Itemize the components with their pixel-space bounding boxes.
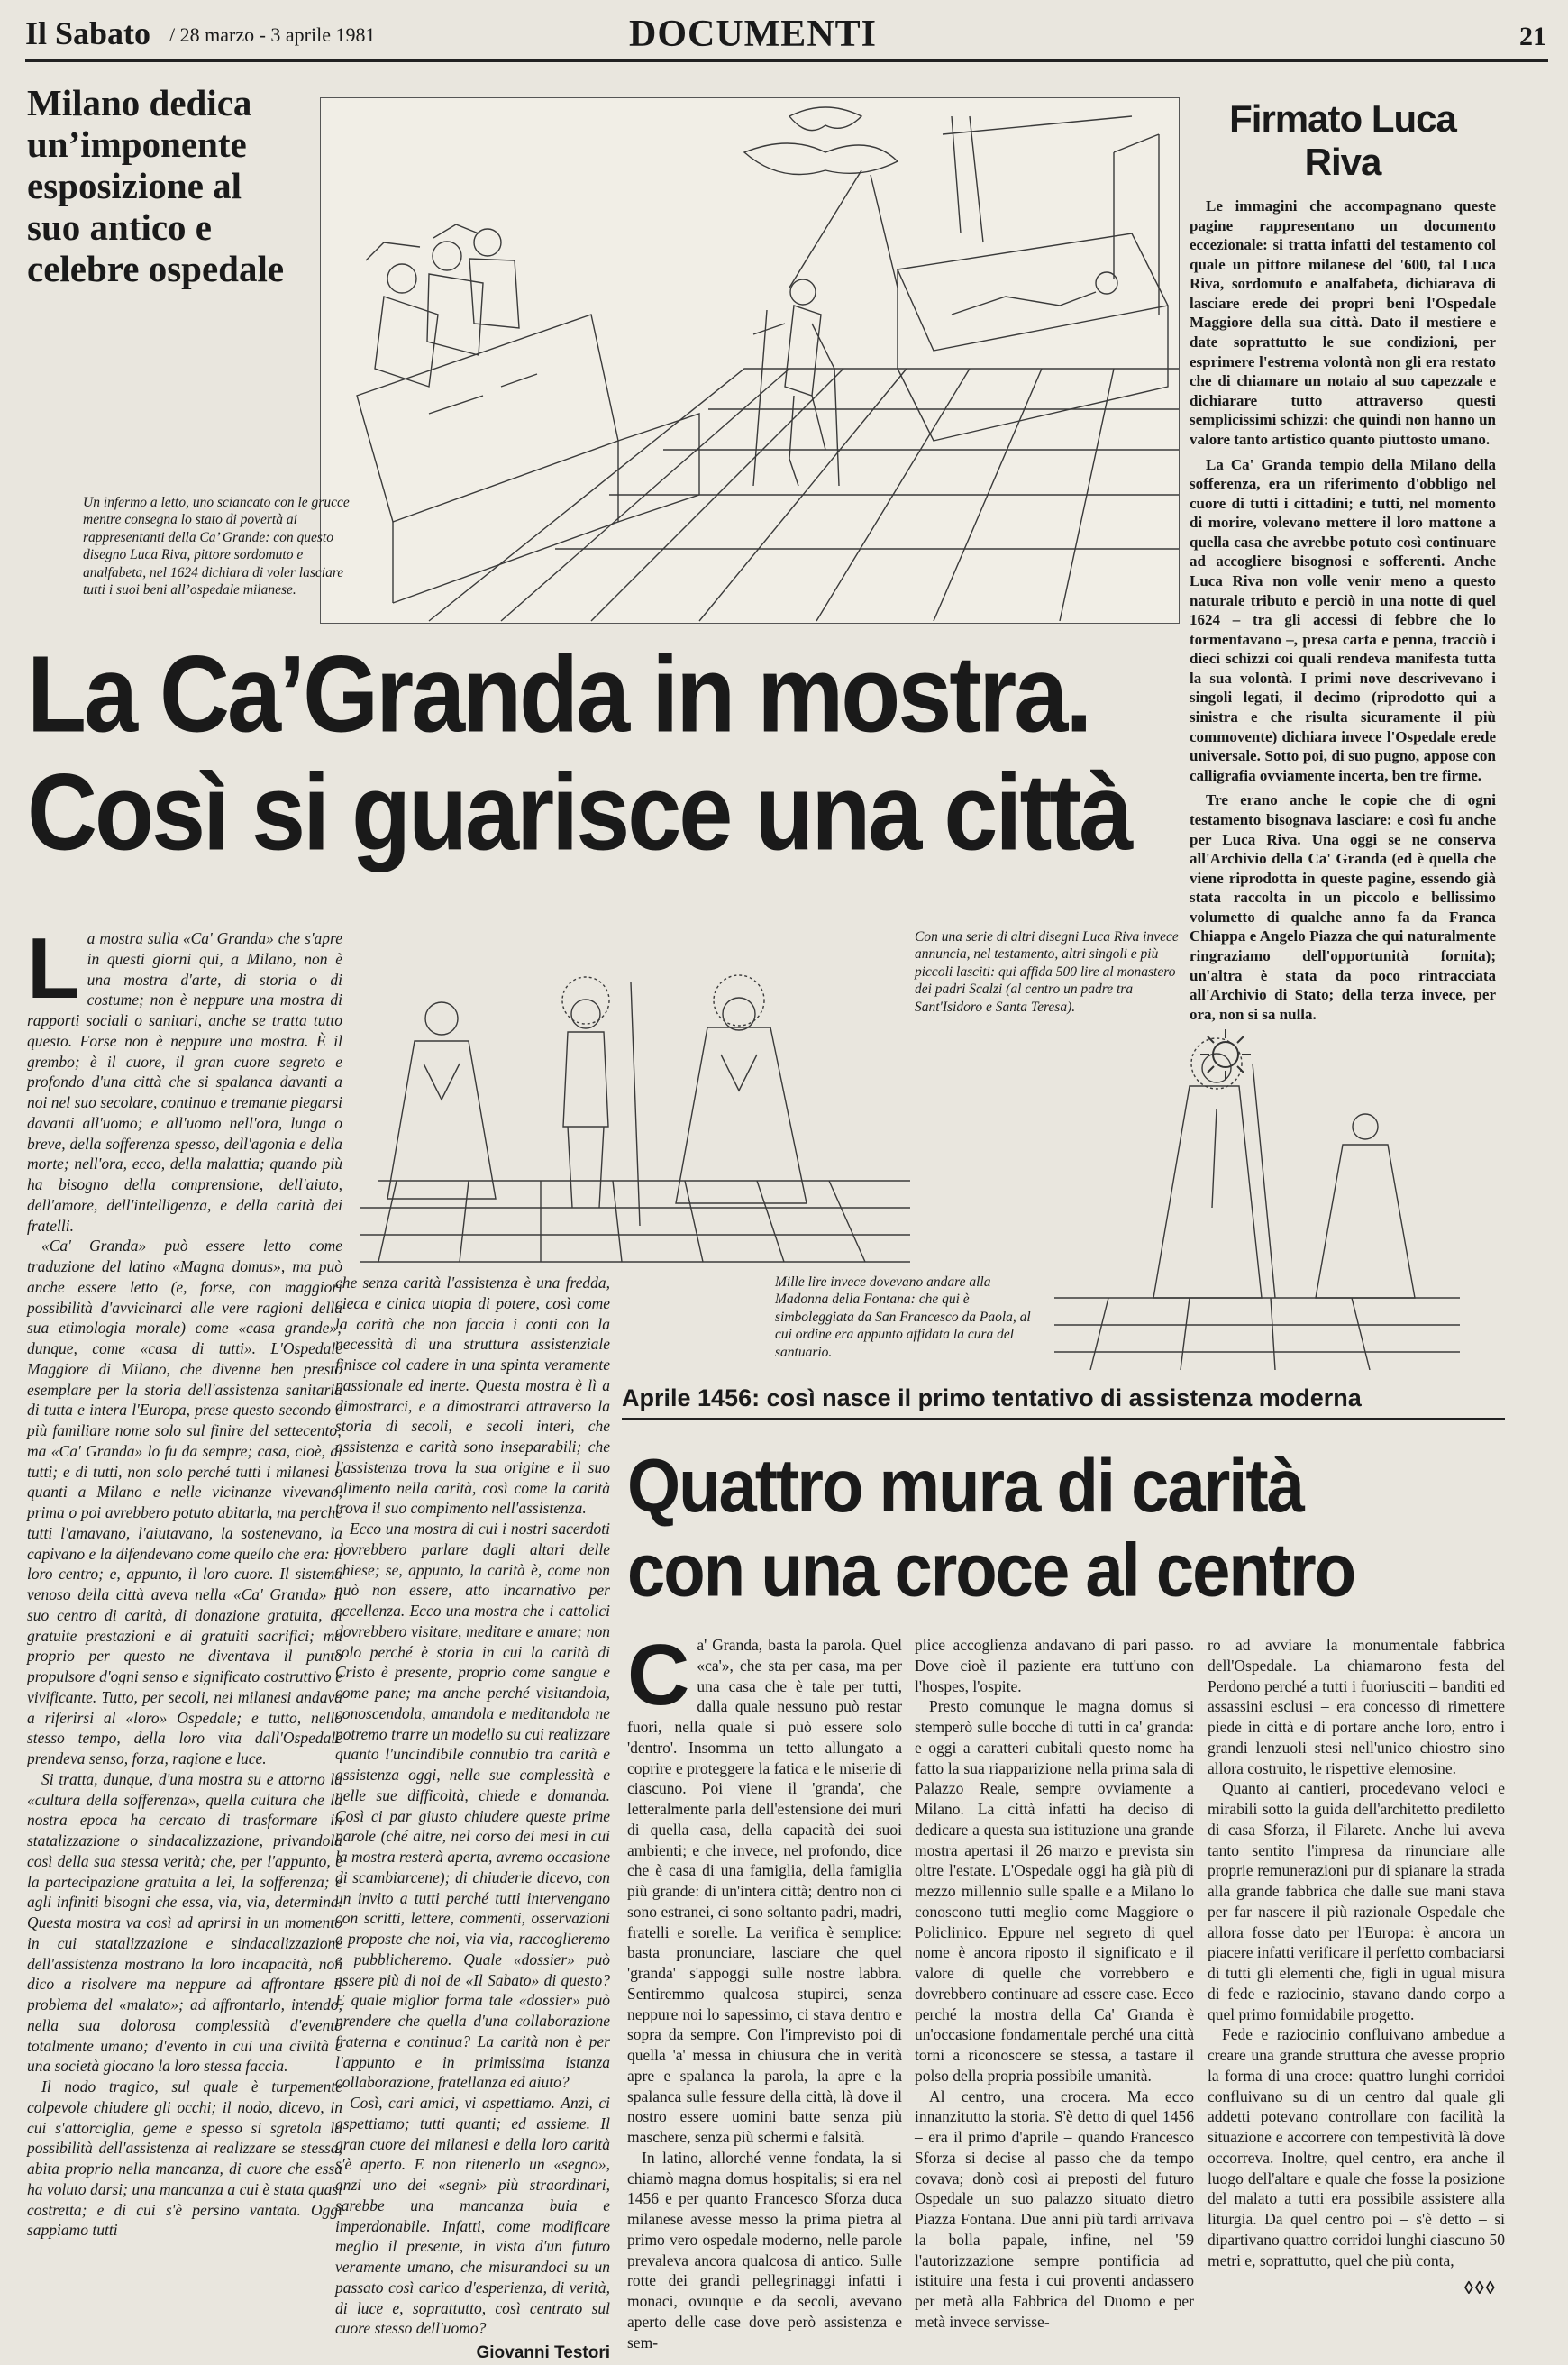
article2-paragraph: ro ad avviare la monumentale fabbrica dell'Ospedale. La chiamarono festa del Perdono perché a tutti i fuoriusciti – banditi ed assassini esclusi – era concesso di rimettere piede in città e di portare anche loro, entro i grandi lenzuoli stesi nell'unico chiostro sino allora costruito, le rispettive elemosine. [1208,1636,1505,1777]
article1-paragraph: Ecco una mostra di cui i nostri sacerdoti dovrebbero parlare dagli altari delle chiese; se, appunto, la carità è, come non può non essere, atto incarnativo per eccellenza. Ecco una mostra che i cattolici dovrebbero visitare, meditare e amare; non solo perché è storia in cui la carità di Cristo è presente, proprio come sangue e come pane; ma anche perché visitandola, conoscendola, amandola e meditandola ne potremo trarre un modello su cui realizzare quanto l'uncindibile connubio tra carità e assistenza oggi, nelle sue complessità e nelle sue difficoltà, chiede e domanda. Così ci par giusto chiudere queste prime parole (ché altre, nel corso dei mesi in cui la mostra resterà aperta, avremo occasione di scambiarcene); di chiuderle dicevo, con un invito a tutti perché tutti intervengano con scritti, lettere, commenti, osservazioni e proposte che noi, via via, raccoglieremo e pubblicheremo. Quale «dossier» può essere più di noi de «Il Sabato» di questo? E quale miglior forma tale «dossier» può prendere che quella d'una collaborazione fraterna e continua? La carità non è per l'appunto e in primissima istanza collaborazione, fratellanza ed aiuto? [335,1520,610,2092]
section-title: DOCUMENTI [629,14,878,55]
article1-col2 [335,1273,610,2365]
article2-paragraph: a' Granda, basta la parola. Quel «ca'», che sta per casa, ma per una casa che è tale per tutti, dalla quale nessuno può restar fuori, nella quale si può essere solo 'dentro'. Insomma un tetto allungato a coprire e proteggere la fatica e le miserie di ciascuno. Poi viene il 'granda', che letteralmente parla dell'estensione dei muri di quella casa, della capacità dei suoi ambienti; e che invece, nel profondo, dice che è casa di una famiglia, della famiglia più grande: di un'intera città; dentro non ci sono estranei, ci sono soltanto padri, madri, fratelli e sorelle. La verifica è semplice: basta pronunciare, lasciare che quel 'granda' s'appoggi sulle nostre labbra. Sentiremmo qualcosa stupirci, senza neppure noi lo sapessimo, ci stava dentro e sopra da sempre. Con l'imprevisto poi di quella 'a' messa in chiusura che in verità apre e spalanca la parola, la apre e la spalanca sulle fessure della città, là dove il nostro essere uomini batte senza più maschere, senza più schermi e falsità. [627,1636,902,2146]
main-headline [27,632,1181,872]
article2-paragraph: Fede e raziocinio confluivano ambedue a creare una grande struttura che avesse proprio la forma di una croce: quattro lunghi corridoi confluivano su di un centro dal quale gli addetti potevano controllare con facilità la situazione e accorrere con tempestività là dove occorreva. Inoltre, quel centro, era anche il luogo dell'altare e quale che fosse la posizione del malato a tutti era possibile assistere alla liturgia. Da quel centro poi – s'è detto – si dipartivano quattro corridoi lunghi ciascuno 50 metri e, soprattutto, quel che più conta, [1208,2025,1505,2269]
sidebar-body [1190,196,1496,1024]
sidebar-title: Firmato Luca Riva [1229,97,1456,183]
sidebar-firmato [1190,97,1496,1029]
article1-paragraph: Così, cari amici, vi aspettiamo. Anzi, ci aspettiamo; tutti quanti; ed assieme. Il gran cuore dei milanesi e della loro carità s'è aperto. E non ritenerlo un «segno», anzi uno dei «segni» più straordinari, sarebbe una mancanza buia e imperdonabile. Infatti, come modificare meglio il presente, in vista d'un futuro veramente umano, che misurandoci su un passato così carico d'esperienza, di verità, di luce e, soprattutto, così centrato sul cuore stesso dell'uomo? [335,2094,610,2338]
article1-paragraph: che senza carità l'assistenza è una fredda, cieca e cinica utopia di potere, così come la carità che non faccia i conti con la necessità di una struttura assistenziale finisce col cadere in una spinta veramente passionale ed inerte. Questa mostra è lì a dimostrarci, e a dimostrarci attraverso la storia di secoli, e secoli interi, che assistenza e carità sono inseparabili; che l'assistenza trova la sua origine e il suo alimento nella carità, così come la carità trova il suo compimento nell'assistenza. [335,1274,610,1518]
article2-paragraph: plice accoglienza andavano di pari passo. Dove cioè il paziente era tutt'uno con l'hospes, l'ospite. [915,1636,1194,1695]
caption-mid: Con una serie di altri disegni Luca Riva invece annuncia, nel testamento, altri singoli e più piccoli lasciti: qui affida 500 lire al monastero dei padri Scalzi (al centro un padre tra Sant'Isidoro e Santa Teresa). [915,929,1179,1015]
drawing-three-figures [360,964,910,1271]
article2-paragraph: Presto comunque le magna domus si stemperò sulle bocche di tutti in ca' granda: e oggi a caratteri cubitali questo nome ha fatto la sua riapparizione nella prima sala di Palazzo Reale, sempre ovviamente a Milano. La città infatti ha deciso di dedicare a questa sua istituzione una grande mostra apertasi il 26 marzo e prevista sin oltre l'estate. L'Ospedale oggi ha già più di mezzo millennio sulle spalle e a Milano lo conoscono tutti meglio come Maggiore o Policlinico. Eppure nel segreto di quel nome è ancora riposto il significato e il valore di quelle che vorrebbero e dovrebbero continuare ad essere case. Ecco perché la mostra della Ca' Granda è un'occasione fondamentale perché una città torni a riconoscere se stessa, a tastare il polso della propria possibile umanità. [915,1697,1194,2085]
article1-paragraph: Si tratta, dunque, d'una mostra su e attorno la «cultura della sofferenza», quella cultura che la nostra epoca ha cercato di trasformare in statalizzazione o sindacalizzazione, privandola così della sua stessa verità; che, per l'appunto, è la partecipazione gratuita a lei, la sofferenza; e agli infiniti bisogni che essa, via, via, determina. Questa mostra va così ad aprirsi in un momento in cui statalizzazione e sindacalizzazione dell'assistenza mostrano la loro incapacità, non dico a risolvere ma neppure ad affrontare il problema del «malato»; ad affrontarlo, intendo, nella sua dolorosa complessità d'evento totalmente umano; d'evento in cui una civiltà e una società giocano la loro stessa faccia. [27,1769,342,2076]
sidebar-paragraph: Tre erano anche le copie che di ogni testamento bisognava lasciare: e così fu anche per Luca Riva. Una oggi se ne conserva all'Archivio della Ca' Granda (ed è quella che viene riprodotta in queste pagine, essendo già stata raccolta in un piccolo e bellissimo volumetto di qualche anno fa da Franca Chiappa e Angelo Piazza che qui naturalmente ringraziamo dell'opportunità fornita); un'altra è stata da poco rintracciata all'Archivio di Stato; della terza invece, per ora, non si sa nulla. [1190,791,1496,1023]
article1-paragraph: Il nodo tragico, sul quale è turpemente colpevole chiudere gli occhi; il nodo, dicevo, in cui s'attorciglia, geme e spesso si sgretola la possibilità dell'assistenza ai realizzare se stessa, abita proprio nella mancanza, di cuore che essa ha voluto darsi; una mancanza a cui è stata quasi costretta; e di cui s'è persino vantata. Oggi sappiamo tutti [27,2077,342,2240]
article2-subhead: Aprile 1456: così nasce il primo tentativo di assistenza moderna [622,1384,1505,1420]
drawing-madonna-fontana [1054,1027,1460,1370]
caption-low: Mille lire invece dovevano andare alla Madonna della Fontana: che qui è simboleggiata da San Francesco da Paola, al cui ordine era appunto affidata la cura del santuario. [775,1274,1031,1360]
article2-dropcap: C [627,1627,690,1723]
page-number: 21 [1519,22,1546,51]
sun-emblem-icon [1199,1027,1253,1082]
sketch-illustration [321,98,1179,623]
article2-paragraph: In latino, allorché venne fondata, la si chiamò magna domus hospitalis; si era nel 1456 e per quanto Francesco Sforza duca milanese avesse messo la prima pietra al primo vero ospedale moderno, nelle parole prevaleva ancora qualcosa di antico. Sulle rotte dei grandi pellegrinaggi infatti i monaci, ovunque e da secoli, avevano aperto delle case dove però assistenza e sem- [627,2148,902,2351]
article2-headline-line2: con una croce al centro [627,1528,1355,1613]
article2-col3 [1208,1635,1505,2270]
article1-signature: Giovanni Testori [476,2343,610,2362]
main-headline-line2: Così si guarisce una città [27,750,1131,872]
newspaper-logo: Il Sabato [25,15,151,51]
article2-col2 [915,1635,1194,2333]
sidebar-paragraph: La Ca' Granda tempio della Milano della sofferenza, era un riferimento d'obbligo nel cuore di tutti i cittadini; e tutti, nel momento di morire, volevano mettere il loro mattone a quella casa che avrebbe potuto così continuare ad accogliere bisognosi e sofferenti. Anche Luca Riva non volle venir meno a questo naturale tributo e perciò in una notte di quel 1624 – tra gli accessi di febbre che lo tormentavano –, presa carta e penna, tracciò i dieci schizzi coi quali rendeva manifesta tutta la sua volontà. I primi nove descrivevano i singoli legati, il decimo (riprodotto qui a sinistra e che risulta sicuramente il più commovente) dichiara invece l'Ospedale erede universale. Sotto poi, di suo pugno, appose con calligrafia ovviamente incerta, ben tre firme. [1190,455,1496,784]
article2-headline-line1: Quattro mura di carità [627,1444,1303,1529]
sidebar-paragraph: Le immagini che accompagnano queste pagine rappresentano un documento eccezionale: si tratta infatti del testamento col quale un pittore milanese del '600, tal Luca Riva, sordomuto e analfabeta, dichiarava di lasciare erede dei propri beni l'Ospedale Maggiore della sua città. Dato il mestiere e date soprattutto le sue condizioni, per esprimere l'estrema volontà non gli era restato che di chiamare un notaio al suo capezzale e dichiarare tutto attraverso questi semplicissimi schizzi: che quindi non hanno un valore tanto artistico quanto piuttosto umano. [1190,197,1496,448]
kicker-title: Milano dedica un’imponente esposizione al suo antico e celebre ospedale [27,82,285,289]
caption-top: Un infermo a letto, uno sciancato con le grucce mentre consegna lo stato di povertà ai rappresentanti della Ca’ Grande: con questo disegno Luca Riva, pittore sordomuto e analfabeta, nel 1624 dichiara di voler lasciare tutti i suoi beni all’ospedale milanese. [83,495,350,598]
article2-paragraph: Al centro, una crocera. Ma ecco innanzitutto la storia. S'è detto di quel 1456 – era il primo d'aprile – quando Francesco Sforza si decise al passo che da tempo covava; donò così ai preposti del futuro Ospedale un suo palazzo situato dietro Piazza Fontana. Due anni più tardi arrivava la bolla papale, infine, nel '59 l'autorizzazione sempre pontificia ad istituire una festa i cui proventi andassero per metà alla Fabbrica del Duomo e per metà invece servisse- [915,2086,1194,2331]
issue-date: / 28 marzo - 3 aprile 1981 [169,23,376,46]
testament-drawing-main [320,97,1180,624]
article2-paragraph: Quanto ai cantieri, procedevano veloci e mirabili sotto la guida dell'architetto prediletto di casa Sforza, il Filarete. Anche lui aveva tanto sentito l'impresa da rinunciare alle proprie remunerazioni pur di spianare la strada alla grande fabbrica che dalle sue mani stava per far nascere il più razionale Ospedale che allora fosse dato per l'Europa: è ancora un piacere infatti verificare il perfetto combaciarsi di tutti gli elementi che, figli in ugual misura di fede e raziocinio, stavano dando corpo a quel primo formidabile progetto. [1208,1779,1505,2023]
end-mark: ◊◊◊ [1464,2278,1497,2298]
article1-col1 [27,920,342,2241]
article2-headline [627,1444,1510,1612]
masthead [25,9,1548,62]
main-headline-line1: La Ca’Granda in mostra. [27,632,1090,755]
article1-paragraph: a mostra sulla «Ca' Granda» che s'apre in questi giorni qui, a Milano, non è una mostra d'arte, di storia o di costume; non è neppure una mostra di rapporti sociali o sanitari, anche se tratta tutto questo. Forse non è neppure una mostra. È il grembo; è il cuore, il gran cuore segreto e profondo d'una città che si spalanca davanti a noi nel suo secolare, continuo e tremante piegarsi davanti all'uomo; e all'uomo nell'ora, lunga o breve, della sofferenza spesso, dell'agonia e della morte; nell'ora, ecco, della malattia; quando più ha bisogno della comprensione, dell'aiuto, dell'amore, dell'intelligenza, e della carità dei fratelli. [27,929,342,1235]
article1-dropcap: L [27,920,80,1017]
article2-col1 [627,1627,902,2352]
article1-paragraph: «Ca' Granda» può essere letto come traduzione del latino «Magna domus», ma può anche essere letto (e, forse, con maggiori possibilità d'avvicinarci alle vere ragioni della sua etimologia morale) come «casa grande»; dunque, come «casa di tutti». L'Ospedale Maggiore di Milano, che divenne ben presto esemplare per la storia dell'assistenza sanitaria di tutta e intera l'Europa, prese questo secondo e più familiare nome solo sul finire del settecento; ma «Ca' Granda» lo fu da sempre; casa, cioè, di tutti; e di tutti, non solo perché tutti i milanesi o quanti a Milano e nelle vicinanze vivevano, prima o poi avrebbero potuto abitarla, ma perché tutti l'amavano, l'aiutavano, la sostenevano, la capivano e la difendevano come quello che era: il loro centro; e, appunto, il loro cuore. Il sistema venoso della città aveva nella «Ca' Granda» il suo centro di carità, di donazione gratuita, di gratuite prestazioni e di gratuiti sacrifici; ma proprio per questo ne diventava il punto propulsore d'ogni senso e significato costruttivo e vivificante. Tutto, per secoli, nei milanesi andava a riferirsi al «loro» Ospedale; e tutto, nello stesso tempo, della loro vita dall'Ospedale prendeva senso, forza, ragione e luce. [27,1237,342,1767]
